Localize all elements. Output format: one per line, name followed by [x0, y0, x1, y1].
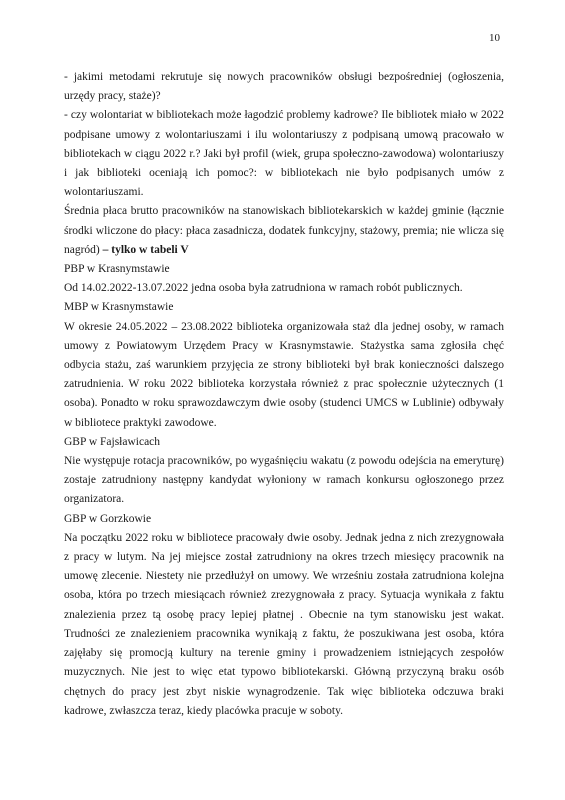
section-heading-mbp-krasnystaw: MBP w Krasnymstawie	[64, 301, 174, 314]
section-heading-gbp-gorzkow: GBP w Gorzkowie	[64, 512, 152, 525]
section-heading-gbp-fajslawice: GBP w Fajsławicach	[64, 435, 161, 448]
paragraph-gbp-gorzkow: Na początku 2022 roku w bibliotece pracowały dwie osoby. Jednak jedna z nich zrezygnowała z pracy w lutym. Na jej miejsce został zatrudniony na okres trzech miesięcy pracownik na umowę zlecenie. Niestety nie przedłużył on umowy. We wrześniu została zatrudniona kolejna osoba, która po trzech miesiącach również zrezygnowała z pracy. Sytuacja wynikała z faktu znalezienia przez tą osobę pracy lepiej płatnej . Obecnie na tym stanowisku jest wakat. Trudności ze znalezieniem pracownika wynikają z faktu, że poszukiwana jest osoba, która zajęłaby się promocją kultury na terenie gminy i prowadzeniem istniejących zespołów muzycznych. Nie jest to więc etat typowo bibliotekarski. Główną przyczyną braku osób chętnych do pracy jest zbyt niskie wynagrodzenie. Tak więc biblioteka odczuwa braki kadrowe, zwłaszcza teraz, kiedy placówka pracuje w soboty.	[64, 531, 504, 717]
section-heading-pbp-krasnystaw: PBP w Krasnymstawie	[64, 263, 170, 276]
paragraph-pbp-krasnystaw: Od 14.02.2022-13.07.2022 jedna osoba była zatrudniona w ramach robót publicznych.	[64, 282, 463, 295]
paragraph-recruitment-question: - jakimi metodami rekrutuje się nowych pracowników obsługi bezpośredniej (ogłoszenia, urzędy pracy, staże)?	[64, 71, 504, 103]
document-body	[64, 68, 504, 721]
paragraph-average-salary	[64, 202, 504, 260]
paragraph-mbp-krasnystaw: W okresie 24.05.2022 – 23.08.2022 biblioteka organizowała staż dla jednej osoby, w ramach umowy z Powiatowym Urzędem Pracy w Krasnymstawie. Stażystka sama zgłosiła chęć odbycia stażu, zaś warunkiem przyjęcia ze strony biblioteki był brak konieczności dalszego zatrudnienia. W roku 2022 biblioteka korzystała również z prac społecznie użytecznych (1 osoba). Ponadto w roku sprawozdawczym dwie osoby (studenci UMCS w Lublinie) odbywały w bibliotece praktyki zawodowe.	[64, 320, 504, 429]
paragraph-gbp-fajslawice: Nie występuje rotacja pracowników, po wygaśnięciu wakatu (z powodu odejścia na emeryturę) zostaje zatrudniony następny kandydat wyłoniony w ramach konkursu ogłoszonego przez organizatora.	[64, 455, 504, 506]
average-salary-text: Średnia płaca brutto pracowników na stanowiskach bibliotekarskich w każdej gminie (łącznie środki wliczone do płacy: płaca zasadnicza, dodatek funkcyjny, stażowy, premia; nie wlicza się nagród)	[64, 205, 504, 256]
paragraph-volunteering-question: - czy wolontariat w bibliotekach może łagodzić problemy kadrowe? Ile bibliotek miało w 2022 podpisane umowy z wolontariuszami i ilu wolontariuszy z podpisaną umową pracowało w bibliotekach w ciągu 2022 r.? Jaki był profil (wiek, grupa społeczno-zawodowa) wolontariuszy i jak biblioteki oceniają ich pomoc?: w bibliotekach nie było podpisanych umów z wolontariuszami.	[64, 109, 504, 199]
page-number: 10	[489, 32, 500, 44]
average-salary-bold-note: – tylko w tabeli V	[99, 243, 189, 256]
